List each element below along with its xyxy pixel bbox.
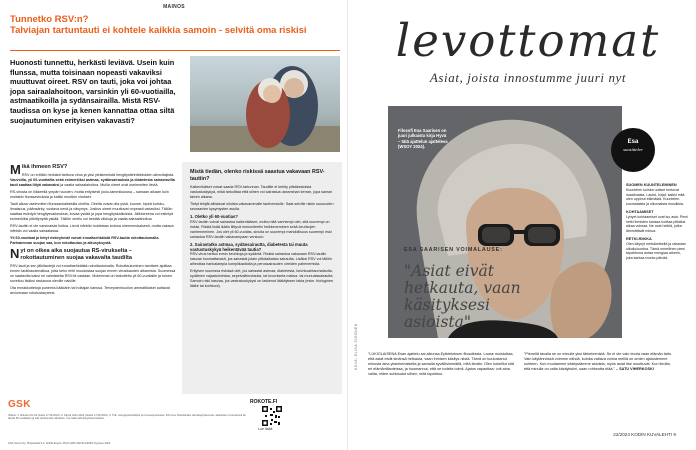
recommends-badge [611, 128, 655, 172]
editorial-page [348, 0, 696, 450]
ad-subtitle: Talviajan tartuntauti ei kohtele kaikkia samoin - selvitä oma riskisi [10, 25, 307, 36]
section-heading [10, 248, 176, 262]
qr-code-icon[interactable] [262, 406, 282, 426]
paragraph: RSV-tautiin ei ole varsinaista hoitoa. Lievä infektio hoidetaan kotona oireenmukaisesti, mutta vakava infektio voi vaatia sairaalassa. [10, 224, 174, 233]
badge-name: Esa [627, 139, 639, 145]
paragraph: RSV-tautiin voivat sairastua kaikenikäiset, mutta mitä vanhempi olet, sitä suurempi on riskisi. Riskiä lisää ikään liittyvä immuniteetin heikkeneminen sekä keuhkojen vanheneminen. Jos olet yli 60-vuotias, sinulla on suurempi mahdollisuus suurempi riski sairastua RSV-tautiin vakavampaan versioon. [190, 219, 332, 239]
ad-headline [10, 14, 340, 36]
paragraph-text: RSV on erittäin herkästi tarttuva virus ja yksi yleisimmistä hengitystieinfektioiden aiheuttajista. [21, 173, 175, 177]
section-subtitle: Asiat, joista innostumme juuri nyt [429, 70, 627, 85]
info-box-title: Mistä tiedän, olenko riskissä saastua vakavaan RSV-tautiin? [190, 169, 325, 182]
recommendation-text: Kuuntelen kuinka uutiset kertovat maailmasta. Laulut, kirjat, kaikki mitä olen oppinut elämästä. Kuuntelen suomalaista ja ulkomaista musiikkia. [626, 187, 685, 207]
drop-cap: M [10, 162, 21, 177]
advertisement-label: MAINOS [163, 4, 185, 10]
ad-column-left [10, 164, 176, 298]
section-heading-text: yt on oikea aika suojautua RS-virukselta – rokottautuminen suojaa vakavalta taudilta [20, 248, 132, 261]
section-title: levottomat [395, 14, 661, 67]
quote-label: ESA SAARISEN VOIMALAUSE: [404, 247, 503, 253]
page-folio: 22/2024 KODIN KUVALEHTI 9 [613, 432, 676, 437]
paragraph: Tauti alkaa useimmiten flunssankaltaisilla oireilla. Oireita voivat olla yskä, kuume, kipeä kurkku, limaisuus, päänsärky, vuotava nenä ja väsymys. Joskus oireet muuttuvat nopeasti vakaviksi. Tällöin saattaa esiintyä hengitysvaikeuksia, kovaa yskää ja jopa hengityskatkoksia. Jälkioireena voi esiintyä esimerkiksi pitkittynyttä yskää. Tällöin oireilu voi kestää viikkoja ja vaatia sairaalahoitoa. [10, 202, 174, 221]
paragraph: Yli 60-vuotiaat ja tietyt riskiryhmät voivat ennaltaehkäistä RSV-tautia rokottautumalla. Parhaimman suojan saa, kun rokottautuu ja alkusyksystä. [10, 236, 160, 245]
photo-credit: KUVA: ELINA SIMONEN [354, 323, 358, 370]
recommendations-column [626, 180, 688, 261]
question-heading: 2. Sairastatko astmaa, sydänsairautta, diabetesta tai muuta vastustuskykyä heikentävää tautia? [190, 241, 308, 252]
pull-quote: "Asiat eivät hetkauta, vaan käsityksesi asioista" [404, 262, 521, 331]
gsk-logo: GSK [8, 399, 31, 410]
ad-title: Tunnetko RSV:n? [10, 14, 89, 25]
ad-legal-code: GSK Suomi Oy, Piispansilta 9 A, 02230 Espoo. PM-FI-ABX-ADVR-240003 Syyskuu 2024 [8, 442, 111, 445]
paragraph-emphasis: Vauvoilla, yli 60-vuotiailla sekä esimerkiksi astmaa, sydänsairauksia ja diabetesta sairastavilla tauti saattaa liityä vakavaksi [10, 178, 175, 187]
paragraph: RS-virusta on liikkeellä ympäri vuoden, mutta erityisesti joulu-tammikuussa – samaan aikaan kuin muitakin flunssaviruksia ja kaikki muutkin virukset. [10, 190, 169, 199]
badge-text: suosittelee [623, 147, 643, 152]
body-text: "Pienellä tavalla se on minulle yksi tärkeimmistä. Se ei ole vain teoria vaan elämän taito. Vain käytännössä voimme nähdä, kuinka valtava voima meillä on omien ajatustemme suhteen. Kun muutamme käsitystämme asioista, myös asiat itse muuttuvat. Kun tiedän, että minulla on valta käsityksiini, saan rohkeutta elää." [524, 352, 673, 372]
author-signature: – SATU VIHERKOSKI [615, 367, 654, 372]
ad-divider [10, 50, 340, 51]
paragraph: Kaikenikäiset voivat saada RSV-tartunnan. Tauditle ei kehity pitkäkestoista vastustuskykyä, mikä tarkoittaa että siihen voi sairastua useaminan kerran, jopa saman talven aikana. [190, 185, 333, 200]
risk-info-box [182, 162, 342, 394]
paragraph: Erityisen suuressa riskissä olet, jos sairastat astmaa, diabetesta, keuhkoahtaumatautia, sydämen vajaatoimintaa, sepelvaltimotautia, tai krooniseta maksa- tai munuaissairautta. Samoin riski kasvaa, jos vastustuskykysi on laskenut lääkityksen takia (esim. biologinen lääke tai kortisoni). [190, 269, 334, 289]
drop-cap: N [10, 246, 20, 261]
paragraph: RSV-tauti ja sen jälkitautejä voi ennaltaehkäistä rokottautumalla. Rokottautuminen tarvitsee ajoittaa ennen tautikaudenalkua, jotta keho ehtii muodostaa suojan ennen virusikauden alkamista. Suomessa on saatavilla kaksi eri valmistetta RSV:tä vastaan. Molemmat on tarkoitettu yli 60-vuotiaille ja toinen soveltuu lisäksi raskauna oleville naisille. [10, 264, 176, 283]
photo-caption: Filosofi Esa Saarisen on juuri julkaistu kirja Hyvä – tätä ajattelun ajatteleva (WSOY 2024). [398, 128, 448, 150]
paragraph-text: ja vaatia sairaalahoitoa. Muilla oireet ovat useimmiten lieviä. [60, 183, 159, 187]
recommendation-heading: SUOMEN KUUNTELEMINEN [626, 183, 677, 187]
recommendation-text: Lyhyet kohtaamiset ovat iso asia. Pieni hetki ihmisten kanssa tuottaa pitkäksi aikaa voimaa. Ne ovat hetkiä, jotka lämmittävät minua. [626, 214, 688, 234]
paragraph: Tietyt tekijät altistavat oiluista vakavammalle tautiversiolle. Saat selville riskin suuruuden seuraavien kysymysten avulla. [190, 202, 334, 212]
paragraph: RSV-virus tarttuu ensin keuhkoja ja sydäntä. Riskisi sairastua vakavaan RSV-tautiin kasvaa huomattavasti, jos sairastat jotain pitkäaikaista sairautta. Lisäksi RSV voi tällöin aiheuttaa hankalampia komplikaatioita ja perussairauden oireiden pahenemista. [190, 252, 333, 267]
section-heading-text: ikä ihmeen RSV? [21, 164, 68, 170]
recommendation-heading: RETKI-RIIKKA [626, 236, 652, 241]
ad-footnotes: Viitteet: 1. Rokote.info Oli (luettu 17.09.2024). 2. Käyvä hoito 2024 (viitattu 17.09.2024). 3. THL. Hengitystieinfektiot ja immuunipuolustus. RS-virus. Rokotteiden valmisteyhteenveto, aktiivisten immunisointi tai tämän 60-vuotiaiden ja sitä vanhempien aikuisten. Lue lisää valmisteyhteenvedosta. [8, 414, 246, 421]
body-column-right [524, 352, 674, 372]
recommendation-text: Olen käynyt metsäretkellä ja rakastan ulkoiluluontoa. Tämä onnellinen pieni tapahtuma antaa energiaa arkeen, joka kantaa monta päivää. [626, 241, 686, 261]
ad-lead-paragraph: Huonosti tunnettu, herkästi leviävä. Usein kuin flunssa, mutta toisinaan nopeasti vakaviksi muuttuvat oireet. RSV on tauti, joka voi johtaa jopa sairaalahoitoon, varsinkin yli 60-vuotiailla, astmaatikoilla ja sydänsairailla. Mistä RSV-taudissa on kyse ja kenen kannattaa ottaa siltä suojautuminen erityisen vakavasti? [10, 58, 176, 125]
elderly-couple-photo [190, 56, 340, 152]
body-column-left: "LUKIOLAISENA Esan ajattelu sai alkunsa Epiktetoksen filosofiasta. Lause muistuttaa, että asiat eivät sinänsä hetkauta, vaan ihmisen käsitys niistä. Tämä on kuulostanut minusta aina yksinkertaiselta ja samalla syvällisimmältä, mitä tiedän. Olen kokeillut sitä eri elämäntilanteissa, ja huomannut, että se todella toimii. Ajatus vapauttaa: voit aina valita, miten suhtaudut siihen, mitä tapahtuu. [368, 352, 514, 377]
paragraph [10, 173, 176, 188]
read-more-label: Lue lisää [258, 427, 273, 431]
rokote-link-label[interactable]: ROKOTE.FI [250, 399, 278, 405]
question-heading: 1. Oletko yli 60-vuotias? [190, 214, 238, 220]
paragraph: Ota ennakkotietoja puheeksi lääkärin tai hoitajan kanssa. Terveydenhuollon ammattilaiset auttavat arvioimaan rokotustarpeesi. [10, 286, 170, 295]
recommendation-heading: KOHTAAMISET [626, 209, 654, 214]
